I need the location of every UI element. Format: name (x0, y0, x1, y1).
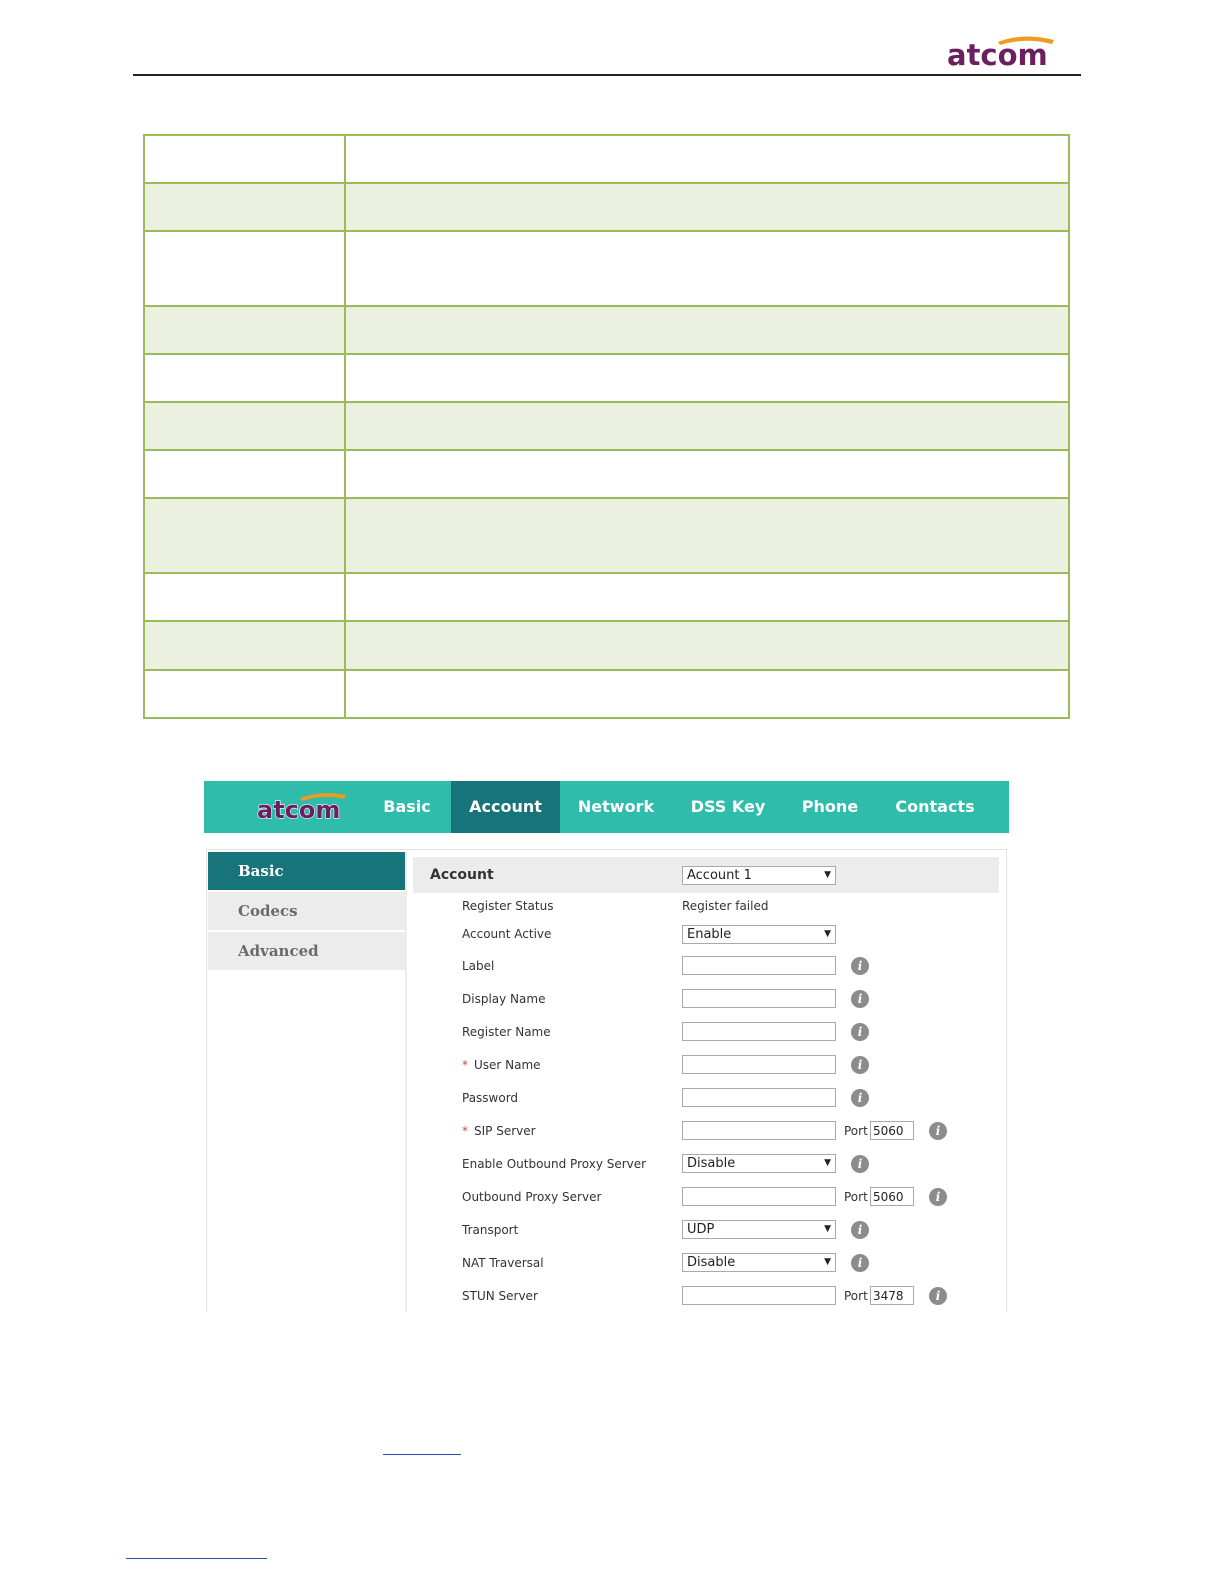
register-status-value: Register failed (682, 899, 769, 913)
top-nav (204, 781, 1009, 833)
table-row (144, 135, 1069, 183)
side-item-basic[interactable]: Basic (208, 852, 405, 890)
stun-port-input[interactable] (870, 1286, 914, 1305)
chevron-down-icon: ▼ (824, 870, 831, 880)
info-icon[interactable]: i (851, 1023, 869, 1041)
header-rule (133, 74, 1081, 76)
account-active-select[interactable] (682, 925, 836, 944)
nav-basic[interactable]: Basic (383, 797, 431, 816)
sip-port-input[interactable] (870, 1121, 914, 1140)
required-mark: * (462, 1124, 468, 1138)
table-row (144, 183, 1069, 231)
port-label: Port (844, 1124, 868, 1138)
account-title: Account (430, 867, 494, 883)
info-icon[interactable]: i (851, 1221, 869, 1239)
label-label: Label (462, 959, 495, 973)
enable-outbound-value: Disable (687, 1156, 736, 1171)
hyperlink-underline[interactable] (383, 1454, 461, 1455)
side-item-codecs[interactable]: Codecs (208, 892, 405, 930)
register-name-input[interactable] (682, 1022, 836, 1041)
nat-traversal-label: NAT Traversal (462, 1256, 544, 1270)
info-icon[interactable]: i (851, 1254, 869, 1272)
table-row (144, 402, 1069, 450)
table-row (144, 498, 1069, 573)
stun-server-input[interactable] (682, 1286, 836, 1305)
info-icon[interactable]: i (929, 1122, 947, 1140)
svg-text:atcom: atcom (947, 38, 1048, 70)
sip-server-text: SIP Server (474, 1124, 536, 1138)
password-input[interactable] (682, 1088, 836, 1107)
user-name-label (462, 1058, 541, 1072)
nav-account[interactable]: Account (451, 781, 560, 833)
table-row (144, 573, 1069, 621)
nav-contacts[interactable]: Contacts (895, 797, 975, 816)
nav-phone[interactable]: Phone (801, 797, 859, 816)
chevron-down-icon: ▼ (824, 1158, 831, 1168)
info-icon[interactable]: i (929, 1188, 947, 1206)
table-row (144, 306, 1069, 354)
side-item-advanced[interactable]: Advanced (208, 932, 405, 970)
web-ui-screenshot (204, 781, 1009, 1312)
nat-traversal-select[interactable] (682, 1253, 836, 1272)
register-status-label: Register Status (462, 899, 554, 913)
atcom-logo (946, 34, 1058, 70)
register-name-label: Register Name (462, 1025, 551, 1039)
ui-atcom-logo (256, 791, 348, 823)
password-label: Password (462, 1091, 519, 1105)
stun-server-label: STUN Server (462, 1289, 538, 1303)
info-icon[interactable]: i (851, 990, 869, 1008)
account-active-label: Account Active (462, 927, 552, 941)
required-mark: * (462, 1058, 468, 1072)
nav-dss-key[interactable]: DSS Key (690, 797, 766, 816)
chevron-down-icon: ▼ (824, 1257, 831, 1267)
outbound-proxy-label: Outbound Proxy Server (462, 1190, 602, 1204)
table-row (144, 670, 1069, 718)
nav-network[interactable]: Network (577, 797, 655, 816)
info-icon[interactable]: i (851, 1089, 869, 1107)
table-row (144, 621, 1069, 670)
side-divider (405, 852, 407, 1312)
svg-text:atcom: atcom (257, 796, 341, 823)
table-row (144, 450, 1069, 498)
account-active-value: Enable (687, 927, 732, 942)
table-row (144, 354, 1069, 402)
transport-label: Transport (462, 1223, 519, 1237)
transport-select[interactable] (682, 1220, 836, 1239)
enable-outbound-select[interactable] (682, 1154, 836, 1173)
outbound-proxy-input[interactable] (682, 1187, 836, 1206)
user-name-input[interactable] (682, 1055, 836, 1074)
port-label: Port (844, 1289, 868, 1303)
info-icon[interactable]: i (851, 1155, 869, 1173)
info-icon[interactable]: i (929, 1287, 947, 1305)
info-icon[interactable]: i (851, 1056, 869, 1074)
table-row (144, 231, 1069, 306)
account-select-value: Account 1 (687, 868, 752, 883)
footer-link-underline[interactable] (126, 1558, 267, 1559)
chevron-down-icon: ▼ (824, 929, 831, 939)
chevron-down-icon: ▼ (824, 1224, 831, 1234)
display-name-label: Display Name (462, 992, 546, 1006)
enable-outbound-label: Enable Outbound Proxy Server (462, 1157, 647, 1171)
parameter-table (143, 134, 1070, 719)
side-menu (208, 852, 405, 972)
user-name-text: User Name (474, 1058, 541, 1072)
outbound-port-input[interactable] (870, 1187, 914, 1206)
nat-traversal-value: Disable (687, 1255, 736, 1270)
port-label: Port (844, 1190, 868, 1204)
label-input[interactable] (682, 956, 836, 975)
info-icon[interactable]: i (851, 957, 869, 975)
sip-server-input[interactable] (682, 1121, 836, 1140)
transport-value: UDP (687, 1222, 715, 1237)
account-select[interactable] (682, 866, 836, 885)
sip-server-label (462, 1124, 536, 1138)
display-name-input[interactable] (682, 989, 836, 1008)
